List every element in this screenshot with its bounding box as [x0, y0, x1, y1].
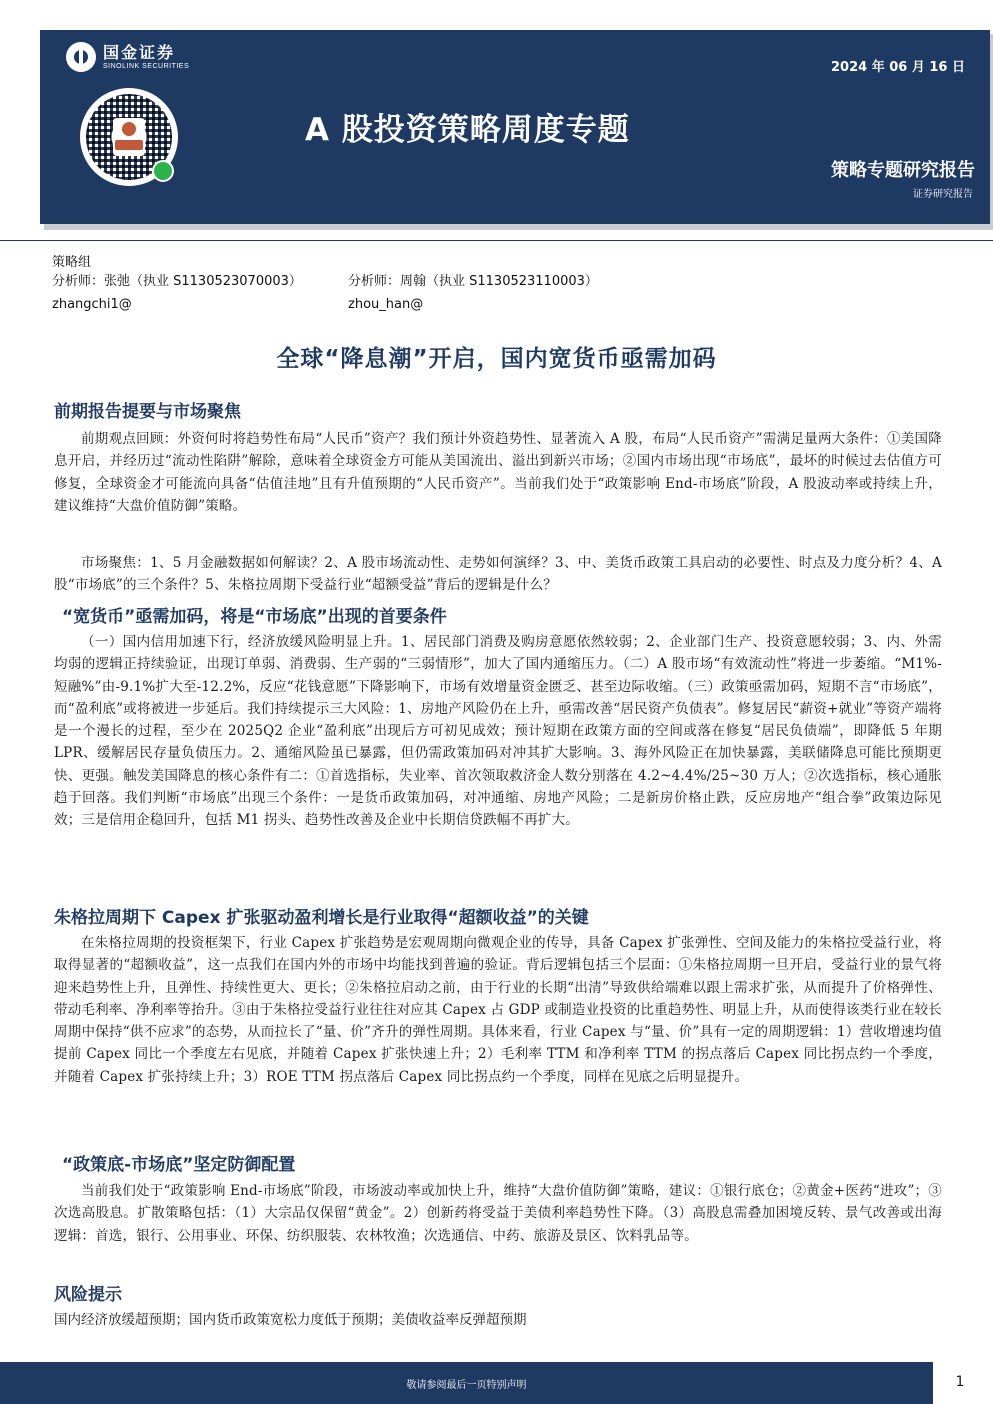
wechat-badge-icon: [152, 160, 174, 182]
section-heading-juglar: 朱格拉周期下 Capex 扩张驱动盈利增长是行业取得“超额收益”的关键: [54, 908, 589, 928]
analyst-2: [348, 270, 598, 316]
report-date: 2024 年 06 月 16 日: [831, 60, 965, 75]
section-juglar-paragraph: 在朱格拉周期的投资框架下，行业 Capex 扩张趋势是宏观周期向微观企业的传导，具备 Capex 扩张弹性、空间及能力的朱格拉受益行业，将取得显著的“超额收益”，这一点我们在国内外的市场中均能找到普遍的验证。背后逻辑包括三个层面：①朱格拉周期一旦开启，受益行业的景气将迎来趋势性上升，且弹性、持续性更大、更长；②朱格拉启动之前，由于行业的长期“出清”导致供给端难以跟上需求扩张，从而提升了价格弹性、带动毛利率、净利率等抬升。③由于朱格拉受益行业往往对应其 Capex 占 GDP 或制造业投资的比重趋势性、明显上升，从而使得该类行业在较长周期中保持“供不应求”的态势，从而拉长了“量、价”齐升的弹性周期。具体来看，行业 Capex 与“量、价”具有一定的周期逻辑：1）营收增速均值提前 Capex 同比一个季度左右见底，并随着 Capex 扩张快速上升；2）毛利率 TTM 和净利率 TTM 的拐点落后 Capex 同比拐点约一个季度，并随着 Capex 扩张持续上升；3）ROE TTM 拐点落后 Capex 同比拐点约一个季度，同样在见底之后明显提升。: [54, 935, 942, 1085]
analyst-2-name: 分析师：周翰（执业 S1130523110003）: [348, 274, 598, 289]
section-loose-money-paragraph: （一）国内信用加速下行，经济放缓风险明显上升。1、居民部门消费及购房意愿依然较弱；2、企业部门生产、投资意愿较弱；3、内、外需均弱的逻辑正持续验证，出现订单弱、消费弱、生产弱的“三弱情形”，加大了国内通缩压力。（二）A 股市场“有效流动性”将进一步萎缩。“M1%-短融%”由-9.1%扩大至-12.2%，反应“花钱意愿”下降影响下，市场有效增量资金匮乏、甚至边际收缩。（三）政策亟需加码，短期不言“市场底”，而“盈利底”或将被进一步延后。我们持续提示三大风险：1、房地产风险仍在上升，亟需改善“居民资产负债表”。修复居民“薪资+就业”等资产端将是一个漫长的过程，至少在 2025Q2 企业“盈利底”出现后方可初见成效；预计短期在政策方面的空间或落在修复“居民负债端”，即降低 5 年期 LPR、缓解居民存量负债压力。2、通缩风险虽已暴露，但仍需政策加码对冲其扩大影响。3、海外风险正在加快暴露，美联储降息可能比预期更快、更强。触发美国降息的核心条件有二：①首选指标，失业率、首次领取救济金人数分别落在 4.2~4.4%/25~30 万人；②次选指标，核心通胀趋于回落。我们判断“市场底”出现三个条件：一是货币政策加码，对冲通缩、房地产风险；二是新房价格止跌，反应房地产“组合拳”政策边际见效；三是信用企稳回升，包括 M1 拐头、趋势性改善及企业中长期信贷跌幅不再扩大。: [54, 634, 942, 829]
company-logo: [66, 42, 189, 72]
section-review-paragraph-2: 市场聚焦：1、5 月金融数据如何解读？2、A 股市场流动性、走势如何演绎？3、中、美货币政策工具启动的必要性、时点及力度分析？4、A 股“市场底”的三个条件？5、朱格拉周期下受益行业“超额受益”背后的逻辑是什么？: [54, 555, 942, 594]
report-series-title: A 股投资策略周度专题: [305, 112, 630, 148]
logo-mark-icon: [66, 42, 96, 72]
logo-name-en: SINOLINK SECURITIES: [103, 62, 190, 70]
header-divider: [0, 240, 993, 241]
analyst-1: [52, 270, 302, 316]
risk-text: 国内经济放缓超预期；国内货币政策宽松力度低于预期；美债收益率反弹超预期: [54, 1312, 527, 1328]
team-group: 策略组: [52, 255, 92, 270]
report-type: 策略专题研究报告: [831, 160, 975, 181]
page-footer: [0, 1362, 993, 1404]
section-heading-loose-money: “宽货币”亟需加码，将是“市场底”出现的首要条件: [62, 607, 447, 627]
section-heading-defense: “政策底-市场底”坚定防御配置: [62, 1155, 296, 1175]
section-defense-paragraph: 当前我们处于“政策影响 End-市场底”阶段，市场波动率或加快上升，维持“大盘价值防御”策略，建议：①银行底仓；②黄金+医药“进攻”；③次选高股息。扩散策略包括：（1）大宗品仅保留“黄金”。2）创新药将受益于美债利率趋势性下降。（3）高股息需叠加困境反转、景气改善或出海逻辑：首选，银行、公用事业、环保、纺织服装、农林牧渔；次选通信、中药、旅游及景区、饮料乳品等。: [54, 1183, 942, 1244]
section-heading-risk: 风险提示: [54, 1285, 122, 1305]
page-number: 1: [955, 1374, 965, 1390]
analyst-2-email[interactable]: zhou_han@: [348, 297, 424, 312]
report-subtype: 证券研究报告: [913, 189, 973, 200]
section-review-paragraph-1: 前期观点回顾：外资何时将趋势性布局“人民币”资产？我们预计外资趋势性、显著流入 A 股，布局“人民币资产”需满足量两大条件：①美国降息开启，并经历过“流动性陷阱”解除，意味着全球资金方可能从美国流出、溢出到新兴市场；②国内市场出现“市场底”，最坏的时候过去估值方可修复，全球资金才可能流向具备“估值洼地”且有升值预期的“人民币资产”。当前我们处于“政策影响 End-市场底”阶段，A 股波动率或持续上升，建议维持“大盘价值防御”策略。: [54, 431, 942, 514]
section-heading-review: 前期报告提要与市场聚焦: [54, 402, 241, 422]
logo-name-cn: 国金证券: [103, 42, 176, 62]
report-title: 全球“降息潮”开启，国内宽货币亟需加码: [276, 346, 717, 372]
analyst-1-name: 分析师：张弛（执业 S1130523070003）: [52, 274, 302, 289]
disclaimer-note: 敬请参阅最后一页特别声明: [406, 1380, 527, 1391]
analyst-1-email[interactable]: zhangchi1@: [52, 297, 132, 312]
